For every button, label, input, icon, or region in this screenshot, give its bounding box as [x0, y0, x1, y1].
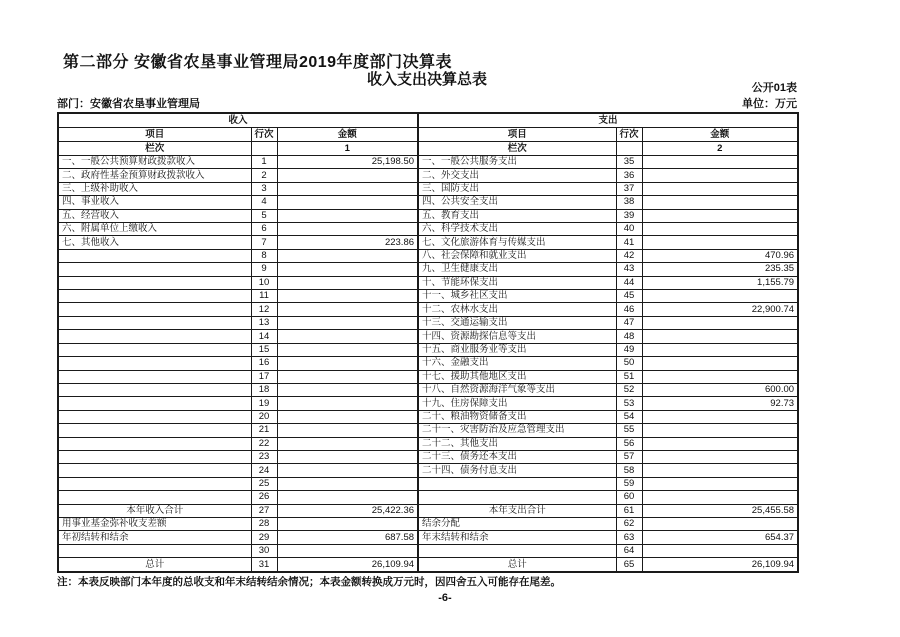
income-column-index: 1 — [277, 142, 418, 156]
income-item-cell: 总计 — [58, 558, 251, 572]
income-line-cell: 24 — [251, 464, 277, 477]
income-amount-cell — [277, 343, 418, 356]
income-item-cell — [58, 424, 251, 437]
expense-item-cell: 十一、城乡社区支出 — [418, 290, 616, 303]
expense-amount-cell — [642, 156, 798, 169]
expense-line-cell: 62 — [616, 517, 642, 530]
table-row — [58, 370, 798, 383]
income-amount-cell — [277, 383, 418, 396]
expense-amount-cell: 235.35 — [642, 263, 798, 276]
expense-amount-header: 金额 — [642, 128, 798, 142]
expense-item-cell: 五、教育支出 — [418, 209, 616, 222]
table-row — [58, 276, 798, 289]
expense-item-cell: 二十二、其他支出 — [418, 437, 616, 450]
expense-item-cell: 二、外交支出 — [418, 169, 616, 182]
income-item-cell: 七、其他收入 — [58, 236, 251, 249]
income-amount-cell — [277, 410, 418, 423]
column-header-row — [58, 128, 798, 142]
section-header-row — [58, 113, 798, 128]
expense-line-cell: 42 — [616, 249, 642, 262]
expense-item-cell: 九、卫生健康支出 — [418, 263, 616, 276]
table-row — [58, 196, 798, 209]
expense-item-cell: 十八、自然资源海洋气象等支出 — [418, 383, 616, 396]
expense-line-cell: 43 — [616, 263, 642, 276]
expense-item-cell — [418, 477, 616, 490]
expense-line-cell: 40 — [616, 223, 642, 236]
income-line-cell: 5 — [251, 209, 277, 222]
income-line-cell: 2 — [251, 169, 277, 182]
expense-amount-cell — [642, 223, 798, 236]
income-item-cell — [58, 464, 251, 477]
income-amount-cell: 25,422.36 — [277, 504, 418, 517]
table-row — [58, 290, 798, 303]
income-amount-cell: 25,198.50 — [277, 156, 418, 169]
expense-amount-cell — [642, 290, 798, 303]
income-amount-cell: 687.58 — [277, 531, 418, 544]
page-number: -6- — [438, 592, 452, 604]
expense-line-cell: 38 — [616, 196, 642, 209]
expense-line-cell: 44 — [616, 276, 642, 289]
income-amount-header: 金额 — [277, 128, 418, 142]
income-item-cell: 五、经营收入 — [58, 209, 251, 222]
expense-amount-cell — [642, 450, 798, 463]
income-amount-cell — [277, 303, 418, 316]
expense-amount-cell: 26,109.94 — [642, 558, 798, 572]
expense-amount-cell: 22,900.74 — [642, 303, 798, 316]
table-row — [58, 156, 798, 169]
table-row — [58, 517, 798, 530]
expense-amount-cell — [642, 491, 798, 504]
expense-amount-cell: 92.73 — [642, 397, 798, 410]
income-line-cell: 18 — [251, 383, 277, 396]
table-row — [58, 330, 798, 343]
expense-item-cell: 十三、交通运输支出 — [418, 316, 616, 329]
expense-amount-cell: 654.37 — [642, 531, 798, 544]
income-line-cell: 28 — [251, 517, 277, 530]
income-line-cell: 23 — [251, 450, 277, 463]
expense-item-cell: 八、社会保障和就业支出 — [418, 249, 616, 262]
income-item-cell — [58, 330, 251, 343]
expense-amount-cell — [642, 437, 798, 450]
expense-amount-cell — [642, 209, 798, 222]
table-row — [58, 544, 798, 557]
table-row — [58, 249, 798, 262]
budget-table-body — [58, 156, 798, 573]
income-amount-cell — [277, 370, 418, 383]
income-line-cell: 4 — [251, 196, 277, 209]
expense-line-cell: 61 — [616, 504, 642, 517]
income-line-cell: 1 — [251, 156, 277, 169]
income-line-cell: 30 — [251, 544, 277, 557]
table-row — [58, 437, 798, 450]
expense-amount-cell — [642, 343, 798, 356]
expense-item-cell: 结余分配 — [418, 517, 616, 530]
expense-line-cell: 50 — [616, 357, 642, 370]
table-row — [58, 223, 798, 236]
income-line-cell: 15 — [251, 343, 277, 356]
column-index-row — [58, 142, 798, 156]
income-item-cell — [58, 397, 251, 410]
expense-line-cell: 56 — [616, 437, 642, 450]
income-line-cell: 27 — [251, 504, 277, 517]
income-line-cell: 19 — [251, 397, 277, 410]
income-amount-cell — [277, 437, 418, 450]
income-line-cell: 3 — [251, 182, 277, 195]
income-line-cell: 13 — [251, 316, 277, 329]
expense-column-index-label: 栏次 — [418, 142, 616, 156]
income-amount-cell — [277, 464, 418, 477]
expense-item-cell: 三、国防支出 — [418, 182, 616, 195]
income-line-cell: 14 — [251, 330, 277, 343]
expense-amount-cell — [642, 196, 798, 209]
expense-line-cell: 64 — [616, 544, 642, 557]
income-line-cell: 16 — [251, 357, 277, 370]
income-item-cell — [58, 303, 251, 316]
income-amount-cell — [277, 196, 418, 209]
table-row — [58, 558, 798, 572]
income-amount-cell — [277, 290, 418, 303]
income-line-cell: 11 — [251, 290, 277, 303]
table-row — [58, 531, 798, 544]
income-item-cell — [58, 357, 251, 370]
expense-line-cell: 49 — [616, 343, 642, 356]
income-amount-cell — [277, 397, 418, 410]
table-row — [58, 491, 798, 504]
income-amount-cell — [277, 249, 418, 262]
expense-line-cell: 55 — [616, 424, 642, 437]
table-row — [58, 424, 798, 437]
income-item-cell: 六、附属单位上缴收入 — [58, 223, 251, 236]
income-item-cell: 年初结转和结余 — [58, 531, 251, 544]
expense-item-cell: 十五、商业服务业等支出 — [418, 343, 616, 356]
table-row — [58, 383, 798, 396]
table-row — [58, 236, 798, 249]
income-amount-cell — [277, 316, 418, 329]
expense-line-cell: 36 — [616, 169, 642, 182]
income-line-cell: 8 — [251, 249, 277, 262]
document-title: 第二部分 安徽省农垦事业管理局2019年度部门决算表 — [63, 54, 453, 71]
table-row — [58, 464, 798, 477]
expense-amount-cell — [642, 169, 798, 182]
income-expense-summary-table — [57, 112, 799, 573]
expense-line-header: 行次 — [616, 128, 642, 142]
income-item-cell: 四、事业收入 — [58, 196, 251, 209]
income-column-index-label: 栏次 — [58, 142, 251, 156]
expense-amount-cell — [642, 370, 798, 383]
income-item-cell — [58, 249, 251, 262]
table-row — [58, 303, 798, 316]
expense-item-cell: 二十一、灾害防治及应急管理支出 — [418, 424, 616, 437]
income-item-cell — [58, 370, 251, 383]
income-amount-cell — [277, 263, 418, 276]
expense-amount-cell: 1,155.79 — [642, 276, 798, 289]
expense-line-cell: 54 — [616, 410, 642, 423]
expense-line-cell: 52 — [616, 383, 642, 396]
expense-line-cell: 39 — [616, 209, 642, 222]
expense-line-cell: 63 — [616, 531, 642, 544]
expense-column-index: 2 — [642, 142, 798, 156]
income-item-cell — [58, 276, 251, 289]
expense-item-cell: 四、公共安全支出 — [418, 196, 616, 209]
income-amount-cell — [277, 223, 418, 236]
expense-item-cell: 七、文化旅游体育与传媒支出 — [418, 236, 616, 249]
income-item-cell: 三、上级补助收入 — [58, 182, 251, 195]
expense-amount-cell — [642, 424, 798, 437]
expense-amount-cell — [642, 330, 798, 343]
expense-line-cell: 37 — [616, 182, 642, 195]
expense-item-cell: 十、节能环保支出 — [418, 276, 616, 289]
expense-line-cell: 48 — [616, 330, 642, 343]
expense-line-cell: 58 — [616, 464, 642, 477]
expense-item-cell: 二十三、债务还本支出 — [418, 450, 616, 463]
income-item-cell — [58, 290, 251, 303]
income-amount-cell — [277, 182, 418, 195]
expense-line-cell: 47 — [616, 316, 642, 329]
expense-item-cell: 十六、金融支出 — [418, 357, 616, 370]
income-item-cell — [58, 410, 251, 423]
income-item-cell — [58, 477, 251, 490]
expense-line-cell: 51 — [616, 370, 642, 383]
footnote: 注：本表反映部门本年度的总收支和年末结转结余情况；本表金额转换成万元时，因四舍五入可能存在尾差。 — [57, 576, 561, 588]
income-item-cell — [58, 437, 251, 450]
expense-line-cell: 60 — [616, 491, 642, 504]
table-row — [58, 477, 798, 490]
expense-item-cell — [418, 491, 616, 504]
table-row — [58, 209, 798, 222]
expense-line-cell: 59 — [616, 477, 642, 490]
expense-line-cell: 45 — [616, 290, 642, 303]
table-row — [58, 397, 798, 410]
income-item-cell: 本年收入合计 — [58, 504, 251, 517]
income-item-cell — [58, 544, 251, 557]
expense-item-cell: 年末结转和结余 — [418, 531, 616, 544]
document-subtitle: 收入支出决算总表 — [366, 71, 487, 88]
income-line-cell: 7 — [251, 236, 277, 249]
expense-item-cell: 二十、粮油物资储备支出 — [418, 410, 616, 423]
table-code-label: 公开01表 — [751, 82, 797, 94]
expense-amount-cell — [642, 477, 798, 490]
table-row — [58, 343, 798, 356]
income-item-cell: 二、政府性基金预算财政拨款收入 — [58, 169, 251, 182]
income-line-cell: 22 — [251, 437, 277, 450]
expense-amount-cell: 470.96 — [642, 249, 798, 262]
expense-line-cell: 35 — [616, 156, 642, 169]
expense-line-cell: 65 — [616, 558, 642, 572]
income-item-cell: 用事业基金弥补收支差额 — [58, 517, 251, 530]
expense-item-header: 项目 — [418, 128, 616, 142]
income-line-cell: 31 — [251, 558, 277, 572]
expense-section-header: 支出 — [418, 113, 798, 128]
income-line-cell: 12 — [251, 303, 277, 316]
expense-amount-cell — [642, 410, 798, 423]
income-amount-cell — [277, 330, 418, 343]
expense-item-cell: 十九、住房保障支出 — [418, 397, 616, 410]
income-column-index-blank — [251, 142, 277, 156]
expense-item-cell: 六、科学技术支出 — [418, 223, 616, 236]
income-amount-cell — [277, 276, 418, 289]
expense-item-cell: 二十四、债务付息支出 — [418, 464, 616, 477]
income-item-cell: 一、一般公共预算财政拨款收入 — [58, 156, 251, 169]
income-line-cell: 26 — [251, 491, 277, 504]
unit-label: 单位：万元 — [742, 98, 797, 110]
income-section-header: 收入 — [58, 113, 418, 128]
income-amount-cell — [277, 517, 418, 530]
income-item-cell — [58, 343, 251, 356]
income-amount-cell — [277, 544, 418, 557]
expense-line-cell: 57 — [616, 450, 642, 463]
table-row — [58, 504, 798, 517]
income-line-cell: 29 — [251, 531, 277, 544]
income-amount-cell — [277, 450, 418, 463]
income-line-header: 行次 — [251, 128, 277, 142]
expense-amount-cell: 25,455.58 — [642, 504, 798, 517]
income-line-cell: 25 — [251, 477, 277, 490]
income-line-cell: 20 — [251, 410, 277, 423]
table-row — [58, 410, 798, 423]
expense-amount-cell — [642, 517, 798, 530]
table-row — [58, 182, 798, 195]
income-line-cell: 17 — [251, 370, 277, 383]
expense-item-cell: 总计 — [418, 558, 616, 572]
income-line-cell: 10 — [251, 276, 277, 289]
expense-item-cell: 本年支出合计 — [418, 504, 616, 517]
income-amount-cell — [277, 491, 418, 504]
expense-item-cell: 十二、农林水支出 — [418, 303, 616, 316]
expense-line-cell: 53 — [616, 397, 642, 410]
income-line-cell: 21 — [251, 424, 277, 437]
expense-line-cell: 41 — [616, 236, 642, 249]
expense-amount-cell — [642, 464, 798, 477]
table-row — [58, 263, 798, 276]
expense-amount-cell — [642, 316, 798, 329]
income-item-header: 项目 — [58, 128, 251, 142]
expense-column-index-blank — [616, 142, 642, 156]
income-amount-cell — [277, 209, 418, 222]
table-row — [58, 316, 798, 329]
income-item-cell — [58, 450, 251, 463]
income-item-cell — [58, 263, 251, 276]
table-row — [58, 450, 798, 463]
expense-amount-cell — [642, 236, 798, 249]
income-line-cell: 9 — [251, 263, 277, 276]
expense-item-cell: 一、一般公共服务支出 — [418, 156, 616, 169]
expense-amount-cell: 600.00 — [642, 383, 798, 396]
income-item-cell — [58, 383, 251, 396]
expense-item-cell: 十七、援助其他地区支出 — [418, 370, 616, 383]
income-amount-cell — [277, 357, 418, 370]
income-line-cell: 6 — [251, 223, 277, 236]
income-item-cell — [58, 491, 251, 504]
income-item-cell — [58, 316, 251, 329]
expense-item-cell — [418, 544, 616, 557]
table-row — [58, 169, 798, 182]
income-amount-cell — [277, 169, 418, 182]
department-label: 部门：安徽省农垦事业管理局 — [57, 98, 200, 110]
expense-amount-cell — [642, 357, 798, 370]
income-amount-cell: 223.86 — [277, 236, 418, 249]
income-amount-cell — [277, 477, 418, 490]
expense-item-cell: 十四、资源勘探信息等支出 — [418, 330, 616, 343]
expense-line-cell: 46 — [616, 303, 642, 316]
expense-amount-cell — [642, 182, 798, 195]
expense-amount-cell — [642, 544, 798, 557]
table-row — [58, 357, 798, 370]
income-amount-cell: 26,109.94 — [277, 558, 418, 572]
income-amount-cell — [277, 424, 418, 437]
